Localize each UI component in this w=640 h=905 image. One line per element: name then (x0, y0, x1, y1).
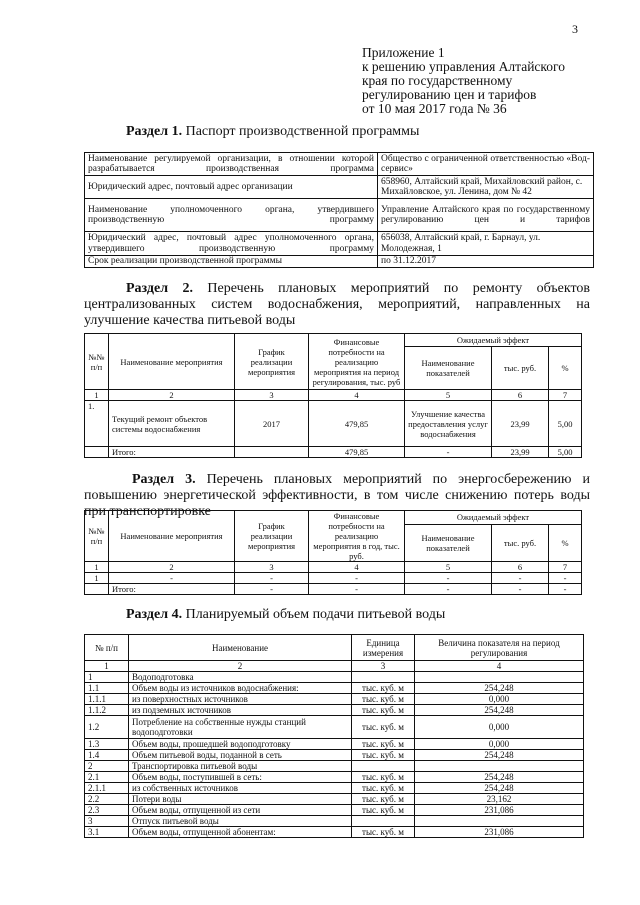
table-row: 1.1.2 из подземных источников тыс. куб. м 254,248 (85, 705, 584, 716)
table-row: 2.3 Объем воды, отпущенной из сети тыс. куб. м 231,086 (85, 805, 584, 816)
table-row: Наименование показателей тыс. руб. % (85, 524, 582, 561)
table-row: 3.1 Объем воды, отпущенной абонентам: тыс. куб. м 231,086 (85, 827, 584, 838)
table-row: Срок реализации производственной программы по 31.12.2017 (85, 256, 594, 268)
table-row: 2 Транспортировка питьевой воды (85, 761, 584, 772)
section2-heading: Раздел 2. Перечень плановых мероприятий по ремонту объектов централизованных систем водоснабжения, мероприятий, направленных на улучшение качества питьевой воды (84, 281, 590, 328)
table-row: 3 Отпуск питьевой воды (85, 816, 584, 827)
table-row: 1. Текущий ремонт объектов системы водоснабжения 2017 479,85 Улучшение качества предоставления услуг водоснабжения 23,99 5,00 (85, 401, 582, 447)
section3-table (84, 510, 582, 595)
table-row: Юридический адрес, почтовый адрес организации 658960, Алтайский край, Михайловский район, с. Михайловское, ул. Ленина, дом № 42 (85, 176, 594, 199)
table-row: 2.2 Потери воды тыс. куб. м 23,162 (85, 794, 584, 805)
appendix-header (362, 46, 565, 116)
table-row: Юридический адрес, почтовый адрес уполномоченного органа, утвердившего производственную программу 656038, Алтайский край, г. Барнаул, ул. Молодежная, 1 (85, 232, 594, 256)
table-row: 1 - - - - - - (85, 573, 582, 584)
table-row: 1 Водоподготовка (85, 672, 584, 683)
table-row: № п/п Наименование Единица измерения Величина показателя на период регулирования (85, 635, 584, 661)
section4-heading: Раздел 4. Планируемый объем подачи питьевой воды (126, 607, 446, 622)
section1-heading: Раздел 1. Паспорт производственной программы (126, 124, 420, 139)
appendix-line: регулированию цен и тарифов (362, 87, 537, 102)
appendix-line: края по государственному (362, 73, 513, 88)
section4-table (84, 634, 584, 838)
table-row: Итого: 479,85 - 23,99 5,00 (85, 447, 582, 458)
table-row: Наименование уполномоченного органа, утвердившего производственную программу Управление Алтайского края по государственному регулированию цен и тарифов (85, 199, 594, 232)
table-row: Итого: - - - - - (85, 584, 582, 595)
section3-heading: Раздел 3. Перечень плановых мероприятий по энергосбережению и повышению энергетической эффективности, в том числе снижению потерь воды при транспортировке (84, 472, 590, 519)
table-row: 1.3 Объем воды, прошедшей водоподготовку тыс. куб. м 0,000 (85, 739, 584, 750)
appendix-line: от 10 мая 2017 года № 36 (362, 101, 507, 116)
table-row: 1.1 Объем воды из источников водоснабжения: тыс. куб. м 254,248 (85, 683, 584, 694)
section1-table (84, 152, 594, 268)
table-row: 1 2 3 4 5 6 7 (85, 390, 582, 401)
table-row: Наименование регулируемой организации, в отношении которой разрабатывается производственная программа Общество с ограниченной ответственностью «Вод-сервис» (85, 153, 594, 176)
table-row: 1.4 Объем питьевой воды, поданной в сеть тыс. куб. м 254,248 (85, 750, 584, 761)
table-row: Наименование показателей тыс. руб. % (85, 347, 582, 390)
table-row: 1.2 Потребление на собственные нужды станций водоподготовки тыс. куб. м 0,000 (85, 716, 584, 739)
table-row: 2.1.1 из собственных источников тыс. куб. м 254,248 (85, 783, 584, 794)
page-number: 3 (572, 22, 578, 36)
appendix-line: Приложение 1 (362, 45, 445, 60)
table-row: 1.1.1 из поверхностных источников тыс. куб. м 0,000 (85, 694, 584, 705)
table-row: 1 2 3 4 (85, 661, 584, 672)
table-row: 1 2 3 4 5 6 7 (85, 562, 582, 573)
table-row: 2.1 Объем воды, поступившей в сеть: тыс. куб. м 254,248 (85, 772, 584, 783)
section2-table (84, 333, 582, 458)
appendix-line: к решению управления Алтайского (362, 59, 565, 74)
table-row: №№ п/п Наименование мероприятия График реализации мероприятия Финансовые потребности на реализацию мероприятия на период регулирования, тыс. руб Ожидаемый эффект (85, 334, 582, 347)
table-row: №№ п/п Наименование мероприятия График реализации мероприятия Финансовые потребности на реализацию мероприятия в год, тыс. руб. Ожидаемый эффект (85, 511, 582, 525)
